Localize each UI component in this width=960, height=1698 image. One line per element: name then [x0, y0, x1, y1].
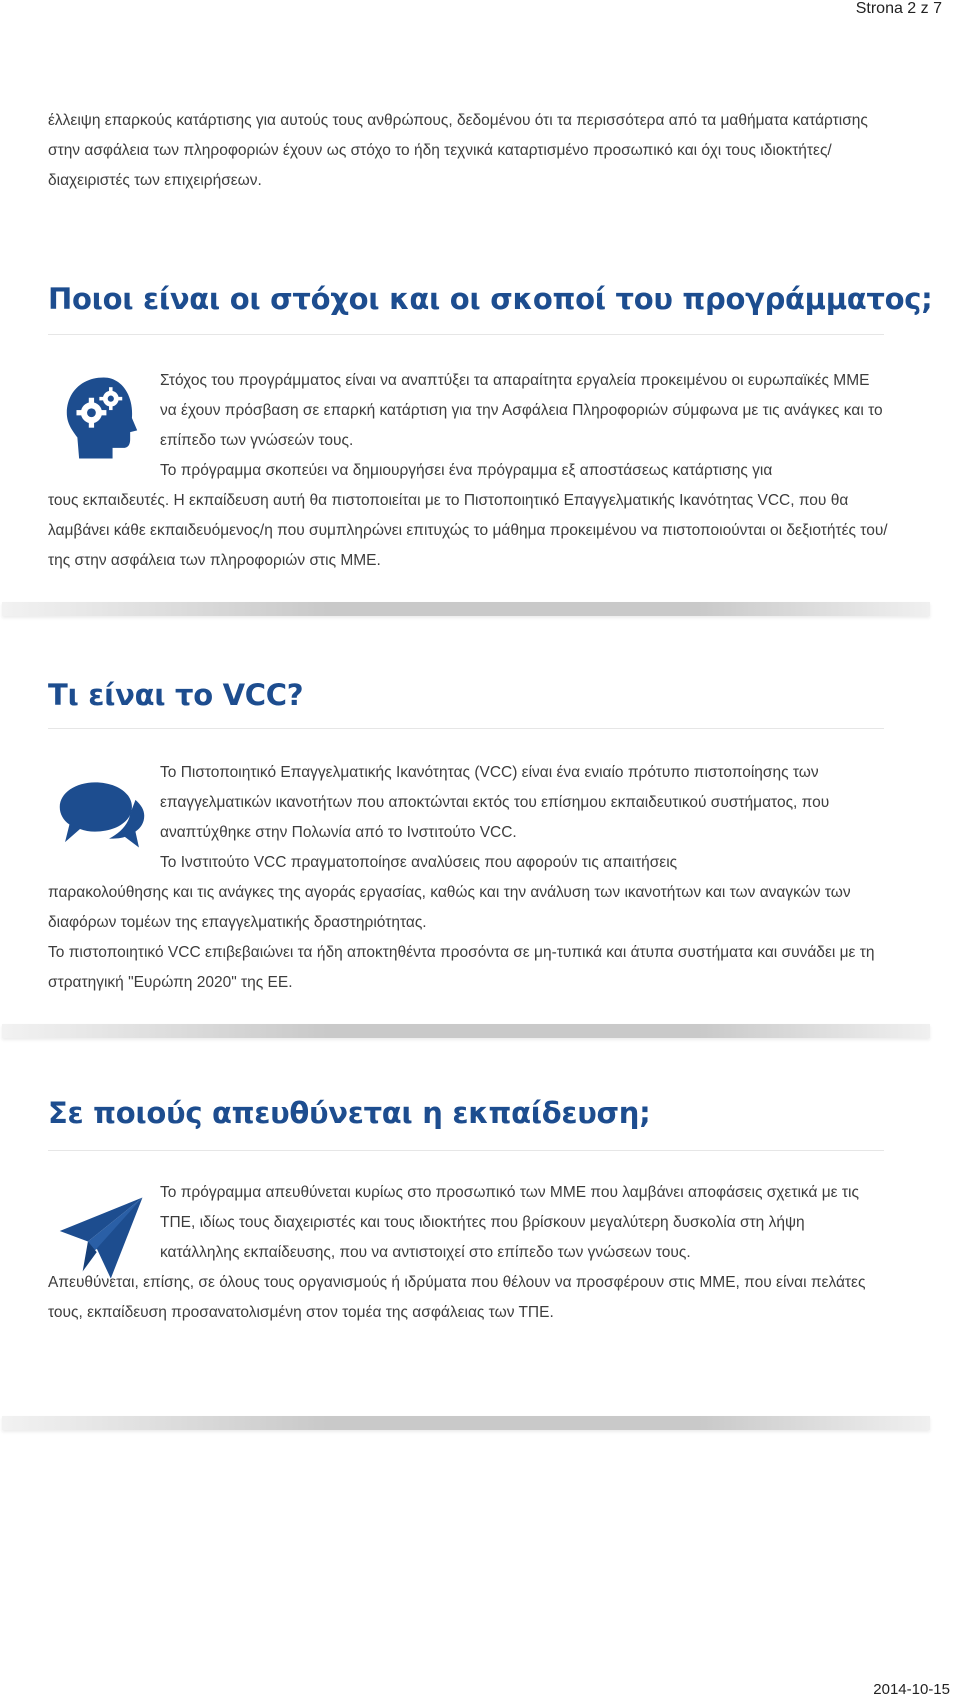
section-goals-rest: τους εκπαιδευτές. Η εκπαίδευση αυτή θα πιστοποιείται με το Πιστοποιητικό Επαγγελματικής Ικανότητας VCC, που θα λαμβάνει κάθε εκπαιδευόμενος/η που συμπληρώνει επιτυχώς το μάθημα προκειμένου να πιστοποιούνται οι δεξιοτήτές του/της στην ασφάλεια των πληροφοριών στις ΜΜΕ.: [48, 492, 888, 569]
title-rule: [48, 1150, 884, 1151]
section-goals-lead: Το πρόγραμμα σκοπεύει να δημιουργήσει ένα πρόγραμμα εξ αποστάσεως κατάρτισης για: [160, 462, 773, 479]
intro-paragraph: έλλειψη επαρκούς κατάρτισης για αυτούς τους ανθρώπους, δεδομένου ότι τα περισσότερα από τα μαθήματα κατάρτισης στην ασφάλεια των πληροφοριών έχουν ως στόχο το ήδη τεχνικά καταρτισμένο προσωπικό και όχι τους ιδιοκτήτες/ διαχειριστές των επιχειρήσεων.: [48, 112, 868, 189]
section-audience-rest: Απευθύνεται, επίσης, σε όλους τους οργανισμούς ή ιδρύματα που θέλουν να προσφέρουν στις ΜΜΕ, που είναι πελάτες τους, εκπαίδευση προσανατολισμένη στον τομέα της ασφάλειας των ΤΠΕ.: [48, 1274, 866, 1321]
section-title-vcc: Τι είναι το VCC?: [48, 678, 304, 712]
title-rule: [48, 728, 884, 729]
section-divider: [2, 1416, 930, 1430]
page-number: Strona 2 z 7: [855, 0, 942, 17]
page-date: 2014-10-15: [873, 1681, 950, 1698]
section-title-goals: Ποιοι είναι οι στόχοι και οι σκοποί του προγράμματος;: [48, 282, 933, 316]
section-divider: [2, 1024, 930, 1038]
section-title-audience: Σε ποιούς απευθύνεται η εκπαίδευση;: [48, 1096, 651, 1130]
section-goals-indented: Στόχος του προγράμματος είναι να αναπτύξει τα απαραίτητα εργαλεία προκειμένου οι ευρωπαϊκές ΜΜΕ να έχουν πρόσβαση σε επαρκή κατάρτιση για την Ασφάλεια Πληροφοριών σύμφωνα με τις ανάγκες και το επίπεδο των γνώσεών τους.: [160, 372, 883, 449]
section-audience-indented: Το πρόγραμμα απευθύνεται κυρίως στο προσωπικό των ΜΜΕ που λαμβάνει αποφάσεις σχετικά με τις ΤΠΕ, ιδίως τους διαχειριστές και τους ιδιοκτήτες που βρίσκουν μεγαλύτερη δυσκολία στη λήψη κατάλληλης εκπαίδευσης, που να αντιστοιχεί στο επίπεδο των γνώσεων τους.: [160, 1184, 859, 1261]
section-goals-text: [48, 366, 888, 576]
section-vcc-lead: Το Ινστιτούτο VCC πραγματοποίησε αναλύσεις που αφορούν τις απαιτήσεις: [160, 854, 678, 871]
section-vcc-extra: Το πιστοποιητικό VCC επιβεβαιώνει τα ήδη αποκτηθέντα προσόντα σε μη-τυπικά και άτυπα συστήματα και συνάδει με τη στρατηγική "Ευρώπη 2020" της ΕΕ.: [48, 944, 875, 991]
section-divider: [2, 602, 930, 616]
section-vcc-rest: παρακολούθησης και τις ανάγκες της αγοράς εργασίας, καθώς και την ανάλυση των ικανοτήτων και των αναγκών των διαφόρων τομέων της επαγγελματικής δραστηριότητας.: [48, 884, 851, 931]
section-vcc-text: [48, 758, 888, 998]
section-audience-text: [48, 1178, 888, 1328]
section-vcc-indented: Το Πιστοποιητικό Επαγγελματικής Ικανότητας (VCC) είναι ένα ενιαίο πρότυπο πιστοποίησης των επαγγελματικών ικανοτήτων που αποκτώνται εκτός του επίσημου εκπαιδευτικού συστήματος, που αναπτύχθηκε στην Πολωνία από το Ινστιτούτο VCC.: [160, 764, 830, 841]
title-rule: [48, 334, 884, 335]
